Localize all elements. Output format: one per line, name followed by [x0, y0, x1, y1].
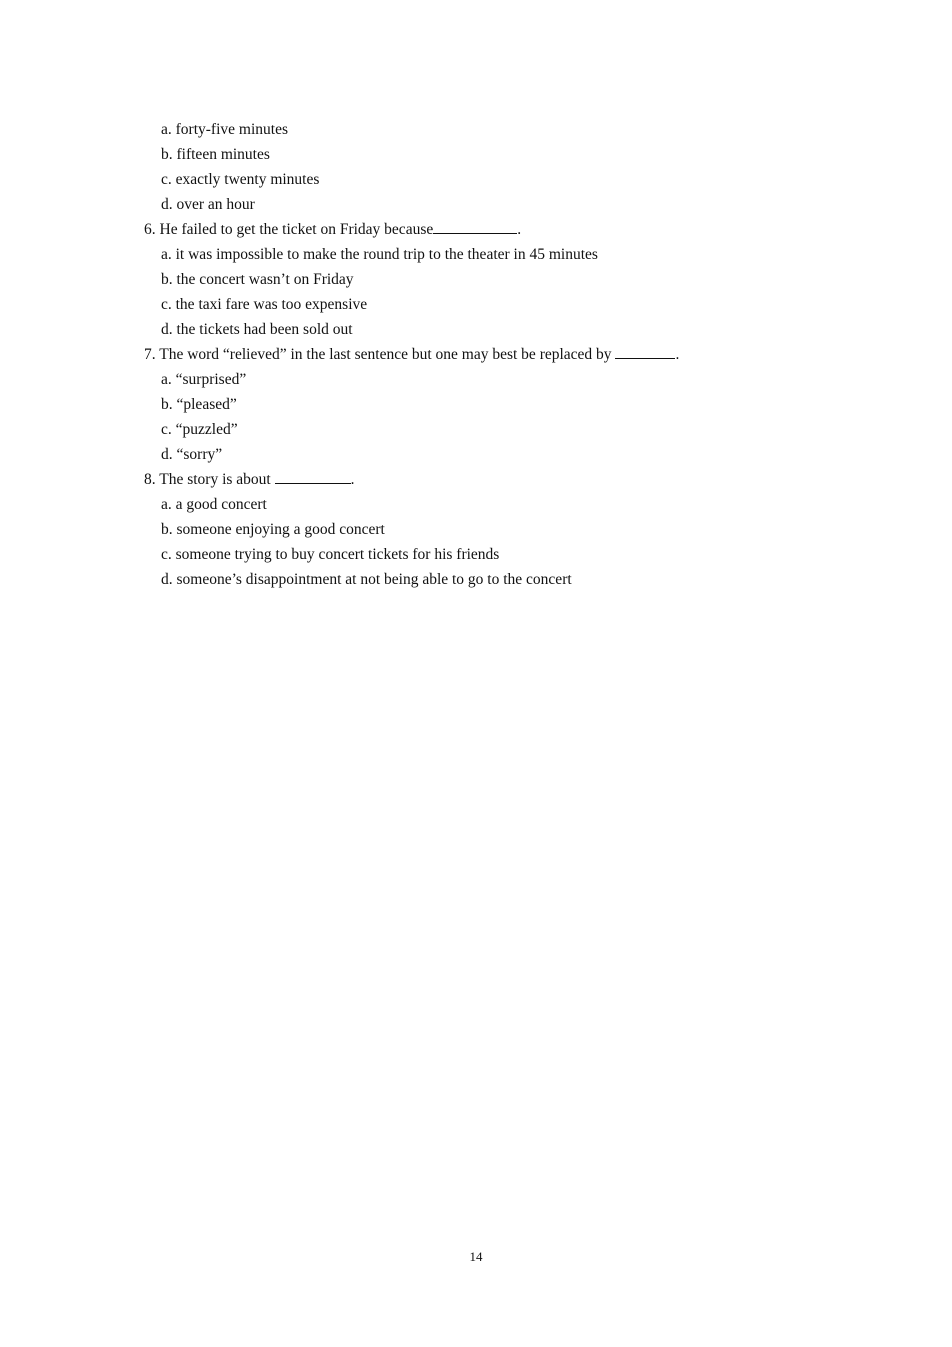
q6-answer-blank [433, 219, 517, 234]
q7-stem: 7. The word “relieved” in the last sentence but one may best be replaced by [144, 346, 616, 363]
q6-option-d: d. the tickets had been sold out [161, 321, 353, 338]
q6-option-c: c. the taxi fare was too expensive [161, 296, 368, 313]
q8-end: . [350, 471, 355, 488]
q8-answer-blank [275, 469, 351, 484]
q6-end: . [517, 221, 522, 238]
q7-option-d: d. “sorry” [161, 446, 223, 463]
q8-option-c: c. someone trying to buy concert tickets for his friends [161, 546, 500, 563]
q6-question [144, 217, 844, 242]
question-list [144, 117, 844, 592]
page-number: 14 [469, 1249, 483, 1264]
q5-option-c: c. exactly twenty minutes [161, 171, 320, 188]
q7-end: . [675, 346, 680, 363]
q7-answer-blank [615, 344, 675, 359]
q7-option-a: a. “surprised” [161, 371, 247, 388]
q8-option-d: d. someone’s disappointment at not being able to go to the concert [161, 571, 572, 588]
q6-option-b: b. the concert wasn’t on Friday [161, 271, 354, 288]
q5-option-d: d. over an hour [161, 196, 255, 213]
q8-option-a: a. a good concert [161, 496, 267, 513]
q5-option-b: b. fifteen minutes [161, 146, 270, 163]
q6-option-a: a. it was impossible to make the round trip to the theater in 45 minutes [161, 246, 598, 263]
q7-option-c: c. “puzzled” [161, 421, 238, 438]
q5-option-a: a. forty-five minutes [161, 121, 288, 138]
q6-stem: 6. He failed to get the ticket on Friday because [144, 221, 434, 238]
q8-question [144, 467, 844, 492]
q8-option-b: b. someone enjoying a good concert [161, 521, 385, 538]
q8-stem: 8. The story is about [144, 471, 275, 488]
q7-option-b: b. “pleased” [161, 396, 237, 413]
q7-question [144, 342, 844, 367]
